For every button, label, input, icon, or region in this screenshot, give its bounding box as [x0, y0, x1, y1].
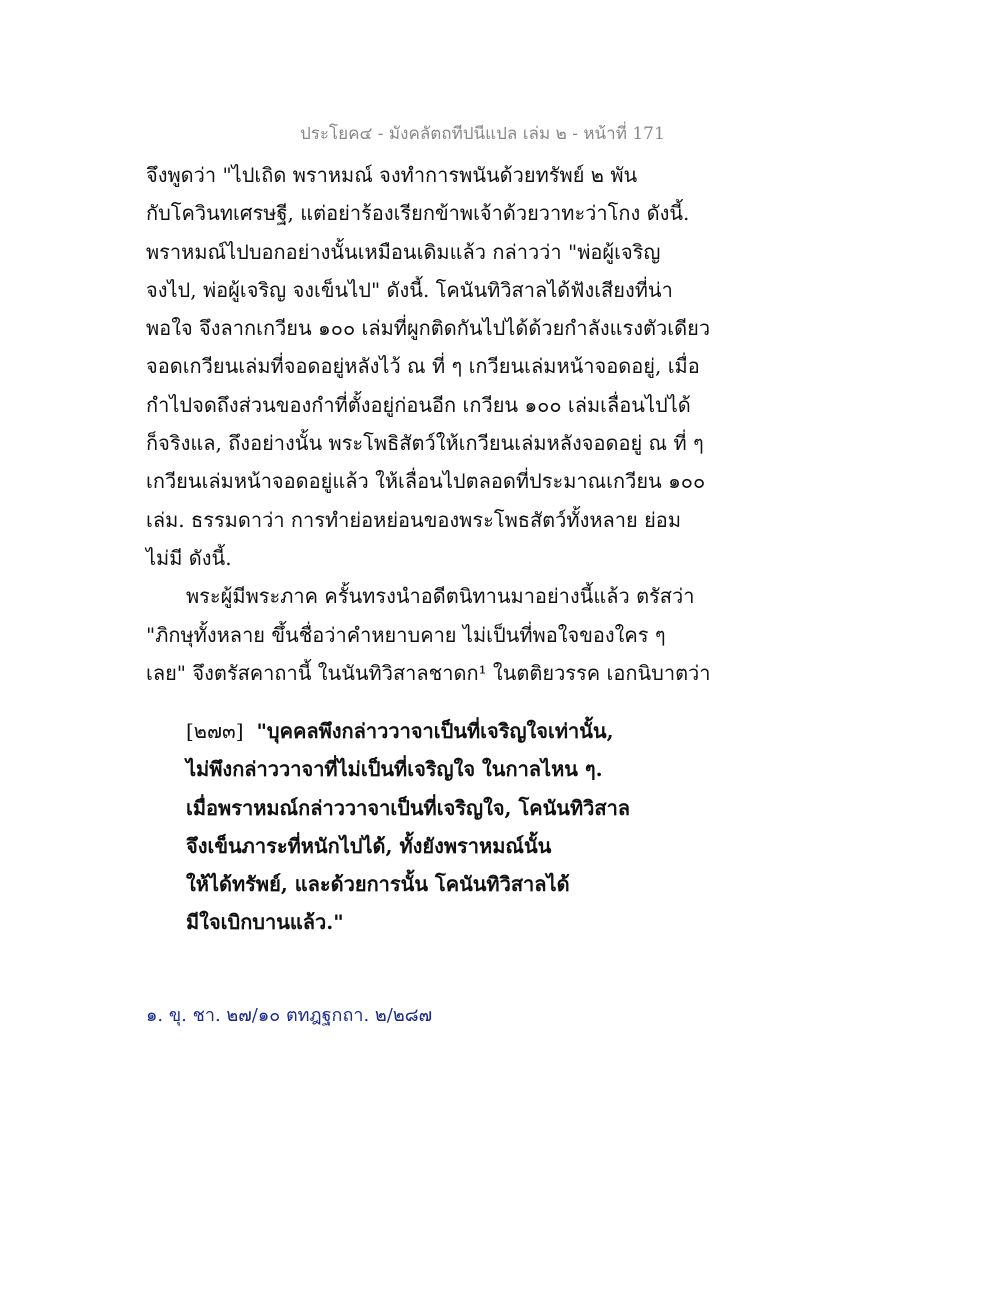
- body-line: จึงพูดว่า "ไปเถิด พราหมณ์ จงทำการพนันด้วยทรัพย์ ๒ พัน: [146, 163, 638, 187]
- body-line: จอดเกวียนเล่มที่จอดอยู่หลังไว้ ณ ที่ ๆ เกวียนเล่มหน้าจอดอยู่, เมื่อ: [146, 354, 700, 379]
- verse-line: จึงเข็นภาระที่หนักไปได้, ทั้งยังพราหมณ์นั้น: [186, 833, 552, 858]
- body-line: เล่ม. ธรรมดาว่า การทำย่อหย่อนของพระโพธสัตว์ทั้งหลาย ย่อม: [146, 507, 681, 532]
- paragraph-line: เลย" จึงตรัสคาถานี้ ในนันทิวิสาลชาดก¹ ในตติยวรรค เอกนิบาตว่า: [146, 660, 711, 685]
- page-header: ประโยค๔ - มังคลัตถทีปนีแปล เล่ม ๒ - หน้าที่ 171: [300, 124, 665, 144]
- paragraph-line: "ภิกษุทั้งหลาย ขึ้นชื่อว่าคำหยาบคาย ไม่เป็นที่พอใจของใคร ๆ: [146, 622, 666, 647]
- footnote: ๑. ขุ. ชา. ๒๗/๑๐ ตทฎฐกถา. ๒/๒๘๗: [146, 1005, 433, 1026]
- body-line: ก็จริงแล, ถึงอย่างนั้น พระโพธิสัตว์ให้เกวียนเล่มหลังจอดอยู่ ณ ที่ ๆ: [146, 431, 704, 456]
- body-line: กำไปจดถึงส่วนของกำที่ตั้งอยู่ก่อนอีก เกวียน ๑๐๐ เล่มเลื่อนไปได้: [146, 392, 691, 417]
- body-line: พราหมณ์ไปบอกอย่างนั้นเหมือนเดิมแล้ว กล่าวว่า "พ่อผู้เจริญ: [146, 239, 661, 264]
- body-line: พอใจ จึงลากเกวียน ๑๐๐ เล่มที่ผูกติดกันไปได้ด้วยกำลังแรงตัวเดียว: [146, 316, 711, 341]
- paragraph-line: พระผู้มีพระภาค ครั้นทรงนำอดีตนิทานมาอย่างนี้แล้ว ตรัสว่า: [186, 584, 695, 609]
- verse-line: มีใจเบิกบานแล้ว.": [186, 910, 344, 935]
- verse-line: เมื่อพราหมณ์กล่าววาจาเป็นที่เจริญใจ, โคนันทิวิสาล: [186, 795, 631, 820]
- verse-line: ให้ได้ทรัพย์, และด้วยการนั้น โคนันทิวิสาลได้: [186, 872, 570, 897]
- body-text: [146, 156, 711, 692]
- verse-line: [186, 712, 706, 750]
- body-line: จงไป, พ่อผู้เจริญ จงเข็นไป" ดังนี้. โคนันทิวิสาลได้ฟังเสียงที่น่า: [146, 277, 673, 302]
- verse-line: ไม่พึงกล่าววาจาที่ไม่เป็นที่เจริญใจ ในกาลไหน ๆ.: [186, 757, 603, 782]
- verse-block: [186, 712, 706, 942]
- body-line: ไม่มี ดังนี้.: [146, 545, 232, 570]
- verse-text: "บุคคลพึงกล่าววาจาเป็นที่เจริญใจเท่านั้น,: [256, 719, 614, 743]
- body-line: กับโควินทเศรษฐี, แต่อย่าร้องเรียกข้าพเจ้าด้วยวาทะว่าโกง ดังนี้.: [146, 201, 690, 226]
- verse-number: [๒๗๓]: [186, 719, 244, 743]
- body-line: เกวียนเล่มหน้าจอดอยู่แล้ว ให้เลื่อนไปตลอดที่ประมาณเกวียน ๑๐๐: [146, 469, 706, 494]
